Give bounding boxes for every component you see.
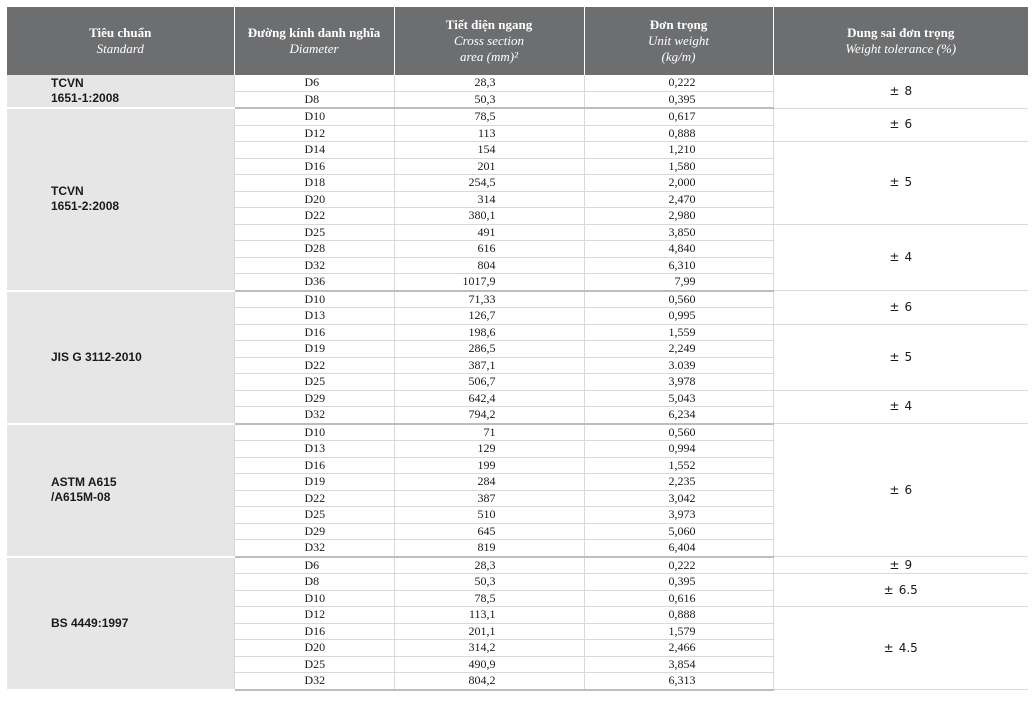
cross-section-cell: 491 (394, 224, 584, 241)
unit-weight-cell: 0,888 (584, 125, 773, 142)
cross-section-cell: 284 (394, 474, 584, 491)
diameter-cell: D32 (234, 257, 394, 274)
diameter-cell: D13 (234, 441, 394, 458)
header-tolerance-en: Weight tolerance (%) (845, 41, 957, 56)
unit-weight-cell: 3,850 (584, 224, 773, 241)
unit-weight-cell: 6,404 (584, 540, 773, 557)
unit-weight-cell: 0,560 (584, 424, 773, 441)
cross-section-cell: 71 (394, 424, 584, 441)
unit-weight-cell: 0,560 (584, 291, 773, 308)
table-row (7, 557, 1028, 574)
standard-cell (7, 291, 234, 424)
unit-weight-cell: 2,249 (584, 341, 773, 358)
unit-weight-cell: 0,395 (584, 91, 773, 108)
header-diameter (234, 7, 394, 75)
cross-section-cell: 506,7 (394, 374, 584, 391)
unit-weight-cell: 1,579 (584, 623, 773, 640)
tolerance-value: 6 (904, 299, 913, 314)
cross-section-cell: 380,1 (394, 208, 584, 225)
cross-section-cell: 286,5 (394, 341, 584, 358)
tolerance-cell (773, 75, 1028, 108)
header-weight-vi: Đơn trọng (649, 17, 708, 32)
cross-section-cell: 129 (394, 441, 584, 458)
cross-section-cell: 113 (394, 125, 584, 142)
cross-section-cell: 50,3 (394, 91, 584, 108)
tolerance-value: 6.5 (898, 582, 918, 597)
cross-section-cell: 387 (394, 490, 584, 507)
cross-section-cell: 1017,9 (394, 274, 584, 291)
tolerance-cell (773, 607, 1028, 690)
cross-section-cell: 804,2 (394, 673, 584, 690)
standard-cell (7, 557, 234, 690)
table-row (7, 291, 1028, 308)
header-area-vi: Tiết diện ngang (445, 17, 533, 32)
cross-section-cell: 198,6 (394, 324, 584, 341)
diameter-cell: D10 (234, 291, 394, 308)
unit-weight-cell: 1,552 (584, 457, 773, 474)
unit-weight-cell: 3,854 (584, 656, 773, 673)
cross-section-cell: 616 (394, 241, 584, 258)
cross-section-cell: 201,1 (394, 623, 584, 640)
plus-minus-symbol: ± (889, 482, 900, 497)
diameter-cell: D22 (234, 208, 394, 225)
cross-section-cell: 645 (394, 523, 584, 540)
cross-section-cell: 28,3 (394, 557, 584, 574)
diameter-cell: D22 (234, 357, 394, 374)
plus-minus-symbol: ± (889, 557, 900, 572)
cross-section-cell: 254,5 (394, 175, 584, 192)
cross-section-cell: 490,9 (394, 656, 584, 673)
cross-section-cell: 819 (394, 540, 584, 557)
table-row (7, 424, 1028, 441)
unit-weight-cell: 3,973 (584, 507, 773, 524)
cross-section-cell: 510 (394, 507, 584, 524)
tolerance-value: 4 (904, 249, 913, 264)
table-row (7, 108, 1028, 125)
diameter-cell: D16 (234, 324, 394, 341)
cross-section-cell: 387,1 (394, 357, 584, 374)
plus-minus-symbol: ± (889, 175, 900, 190)
cross-section-cell: 794,2 (394, 407, 584, 424)
tolerance-value: 6 (904, 117, 913, 132)
diameter-cell: D19 (234, 341, 394, 358)
unit-weight-cell: 6,234 (584, 407, 773, 424)
table-header (7, 7, 1028, 75)
header-area-en1: Cross section (454, 33, 524, 48)
standard-cell (7, 75, 234, 108)
diameter-cell: D29 (234, 523, 394, 540)
diameter-cell: D29 (234, 390, 394, 407)
cross-section-cell: 113,1 (394, 607, 584, 624)
standard-cell (7, 424, 234, 557)
plus-minus-symbol: ± (889, 349, 900, 364)
unit-weight-cell: 5,043 (584, 390, 773, 407)
diameter-cell: D32 (234, 407, 394, 424)
standard-name-line: /A615M-08 (51, 490, 111, 504)
diameter-cell: D18 (234, 175, 394, 192)
standard-cell (7, 108, 234, 291)
unit-weight-cell: 3,042 (584, 490, 773, 507)
unit-weight-cell: 1,559 (584, 324, 773, 341)
header-area (394, 7, 584, 75)
diameter-cell: D20 (234, 640, 394, 657)
header-weight (584, 7, 773, 75)
unit-weight-cell: 6,310 (584, 257, 773, 274)
unit-weight-cell: 0,222 (584, 557, 773, 574)
diameter-cell: D12 (234, 607, 394, 624)
header-diameter-vi: Đường kính danh nghĩa (247, 25, 381, 40)
unit-weight-cell: 0,616 (584, 590, 773, 607)
cross-section-cell: 804 (394, 257, 584, 274)
tolerance-value: 4.5 (898, 640, 918, 655)
tolerance-cell (773, 424, 1028, 557)
cross-section-cell: 126,7 (394, 308, 584, 325)
header-standard-vi: Tiêu chuẩn (89, 25, 152, 40)
cross-section-cell: 642,4 (394, 390, 584, 407)
unit-weight-cell: 2,980 (584, 208, 773, 225)
cross-section-cell: 201 (394, 158, 584, 175)
cross-section-cell: 71,33 (394, 291, 584, 308)
tolerance-value: 4 (904, 399, 913, 414)
standard-name-line: TCVN (51, 76, 84, 90)
unit-weight-cell: 4,840 (584, 241, 773, 258)
unit-weight-cell: 2,235 (584, 474, 773, 491)
plus-minus-symbol: ± (889, 83, 900, 98)
unit-weight-cell: 5,060 (584, 523, 773, 540)
diameter-cell: D10 (234, 590, 394, 607)
cross-section-cell: 28,3 (394, 75, 584, 91)
diameter-cell: D12 (234, 125, 394, 142)
header-standard-en: Standard (96, 41, 144, 56)
diameter-cell: D25 (234, 224, 394, 241)
unit-weight-cell: 0,994 (584, 441, 773, 458)
plus-minus-symbol: ± (883, 640, 894, 655)
diameter-cell: D25 (234, 656, 394, 673)
table-row (7, 75, 1028, 91)
tolerance-cell (773, 390, 1028, 424)
header-diameter-en: Diameter (289, 41, 339, 56)
header-standard (7, 7, 234, 75)
header-weight-unit: (kg/m) (661, 49, 696, 64)
diameter-cell: D32 (234, 673, 394, 690)
cross-section-cell: 50,3 (394, 574, 584, 591)
unit-weight-cell: 3,978 (584, 374, 773, 391)
unit-weight-cell: 0,222 (584, 75, 773, 91)
tolerance-value: 6 (904, 482, 913, 497)
unit-weight-cell: 1,210 (584, 142, 773, 159)
header-weight-en: Unit weight (647, 33, 710, 48)
tolerance-value: 8 (904, 83, 913, 98)
tolerance-cell (773, 108, 1028, 142)
cross-section-cell: 314,2 (394, 640, 584, 657)
diameter-cell: D36 (234, 274, 394, 291)
header-tolerance (773, 7, 1028, 75)
diameter-cell: D25 (234, 374, 394, 391)
plus-minus-symbol: ± (883, 582, 894, 597)
unit-weight-cell: 0,995 (584, 308, 773, 325)
diameter-cell: D32 (234, 540, 394, 557)
standard-name-line: 1651-1:2008 (51, 91, 120, 105)
unit-weight-cell: 1,580 (584, 158, 773, 175)
standard-name-line: ASTM A615 (51, 475, 117, 489)
header-area-en2: area (mm)² (460, 49, 518, 64)
standard-name-line: 1651-2:2008 (51, 199, 120, 214)
header-tolerance-vi: Dung sai đơn trọng (847, 25, 955, 40)
plus-minus-symbol: ± (889, 249, 900, 264)
diameter-cell: D14 (234, 142, 394, 159)
unit-weight-cell: 0,395 (584, 574, 773, 591)
plus-minus-symbol: ± (889, 399, 900, 414)
cross-section-cell: 78,5 (394, 590, 584, 607)
unit-weight-cell: 2,466 (584, 640, 773, 657)
rebar-spec-table (7, 7, 1028, 691)
diameter-cell: D10 (234, 108, 394, 125)
cross-section-cell: 199 (394, 457, 584, 474)
tolerance-value: 5 (904, 349, 913, 364)
unit-weight-cell: 2,000 (584, 175, 773, 192)
tolerance-cell (773, 574, 1028, 607)
diameter-cell: D20 (234, 191, 394, 208)
tolerance-value: 9 (904, 557, 913, 572)
diameter-cell: D8 (234, 574, 394, 591)
tolerance-cell (773, 142, 1028, 225)
diameter-cell: D6 (234, 557, 394, 574)
tolerance-cell (773, 557, 1028, 574)
diameter-cell: D22 (234, 490, 394, 507)
standard-name-line: BS 4449:1997 (51, 615, 129, 630)
table-body (7, 75, 1028, 690)
standard-name-line: TCVN (51, 184, 84, 199)
diameter-cell: D25 (234, 507, 394, 524)
diameter-cell: D16 (234, 158, 394, 175)
rebar-spec-table-container (7, 7, 1028, 691)
diameter-cell: D10 (234, 424, 394, 441)
tolerance-value: 5 (904, 175, 913, 190)
unit-weight-cell: 0,617 (584, 108, 773, 125)
tolerance-cell (773, 224, 1028, 291)
plus-minus-symbol: ± (889, 299, 900, 314)
unit-weight-cell: 0,888 (584, 607, 773, 624)
unit-weight-cell: 7,99 (584, 274, 773, 291)
unit-weight-cell: 6,313 (584, 673, 773, 690)
unit-weight-cell: 2,470 (584, 191, 773, 208)
diameter-cell: D16 (234, 457, 394, 474)
cross-section-cell: 314 (394, 191, 584, 208)
diameter-cell: D6 (234, 75, 394, 91)
diameter-cell: D19 (234, 474, 394, 491)
diameter-cell: D16 (234, 623, 394, 640)
cross-section-cell: 154 (394, 142, 584, 159)
diameter-cell: D28 (234, 241, 394, 258)
cross-section-cell: 78,5 (394, 108, 584, 125)
header-row (7, 7, 1028, 75)
tolerance-cell (773, 324, 1028, 390)
diameter-cell: D13 (234, 308, 394, 325)
standard-name-line: JIS G 3112-2010 (51, 349, 142, 364)
unit-weight-cell: 3.039 (584, 357, 773, 374)
diameter-cell: D8 (234, 91, 394, 108)
plus-minus-symbol: ± (889, 117, 900, 132)
tolerance-cell (773, 291, 1028, 325)
